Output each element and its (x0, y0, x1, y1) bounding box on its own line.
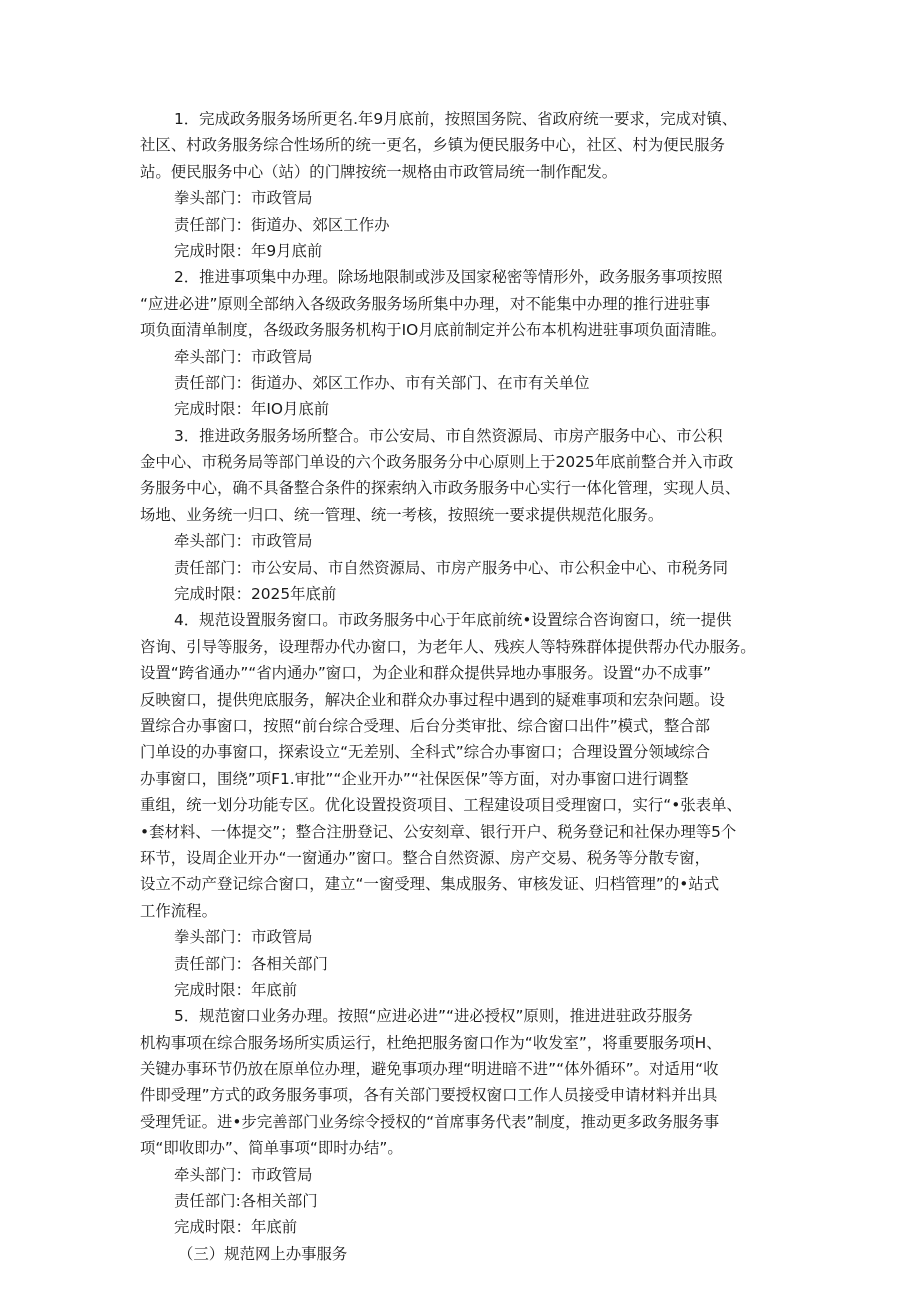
paragraph-line: 件即受理”方式的政务服务事项，各有关部门要授权窗口工作人员接受申请材料并出具 (140, 1086, 718, 1105)
paragraph-line: 咨询、引导等服务，设理帮办代办窗口，为老年人、残疾人等特殊群体提供帮办代办服务。 (140, 637, 756, 656)
responsible-department: 责任部门:各相关部门 (174, 1192, 318, 1211)
paragraph-line: 环节，设周企业开办“一窗通办”窗口。整合自然资源、房产交易、税务等分散专窗， (140, 848, 711, 867)
paragraph-line: 务服务中心，确不具备整合条件的探索纳入市政务服务中心实行一体化管理，实现人员、 (140, 479, 741, 498)
paragraph-line: 社区、村政务服务综合性场所的统一更名，乡镇为便民服务中心，社区、村为便民服务 (140, 136, 725, 155)
deadline: 完成时限：年IO月底前 (174, 400, 330, 419)
responsible-department: 责任部门：街道办、郊区工作办、市有关部门、在市有关单位 (174, 373, 590, 392)
lead-department: 牵头部门：市政管局 (174, 1165, 313, 1184)
paragraph-line: •套材料、一体提交”；整合注册登记、公安刻章、银行开户、税务登记和社保办理等5个 (140, 822, 737, 841)
responsible-department: 责任部门：街道办、郊区工作办 (174, 215, 390, 234)
responsible-department: 责任部门：市公安局、市自然资源局、市房产服务中心、市公积金中心、市税务同 (174, 558, 729, 577)
paragraph-line: 项负面清单制度，各级政务服务机构于IO月底前制定并公布本机构进驻事项负面清睢。 (140, 321, 727, 340)
lead-department: 拳头部门：市政管局 (174, 928, 313, 947)
deadline: 完成时限：年底前 (174, 1218, 298, 1237)
paragraph-line: 3．推进政务服务场所整合。市公安局、市自然资源局、市房产服务中心、市公积 (174, 426, 723, 445)
section-heading: （三）规范网上办事服务 (178, 1244, 348, 1263)
paragraph-line: “应进必进”原则全部纳入各级政务服务场所集中办理，对不能集中办理的推行进驻事 (140, 294, 711, 313)
paragraph-line: 受理凭证。进•步完善部门业务综令授权的“首席事务代表”制度，推动更多政务服务事 (140, 1112, 720, 1131)
paragraph-line: 重组，统一划分功能专区。优化设置投资项目、工程建设项目受理窗口，实行“•张表单、 (140, 796, 742, 815)
paragraph-line: 设立不动产登记综合窗口，建立“一窗受理、集成服务、审核发证、归档管理”的•站式 (140, 875, 720, 894)
task-item-5 (140, 1003, 788, 1241)
paragraph-line: 关键办事环节仍放在原单位办理，避免事项办理“明进暗不进”“体外循环”。对适用“收 (140, 1060, 719, 1079)
responsible-department: 责任部门：各相关部门 (174, 954, 328, 973)
lead-department: 牵头部门：市政管局 (174, 532, 313, 551)
paragraph-line: 机构事项在综合服务场所实质运行，杜绝把服务窗口作为“收发室”，将重要服务项H、 (140, 1033, 722, 1052)
paragraph-line: 4．规范设置服务窗口。市政务服务中心于年底前统•设置综合咨询窗口，统一提供 (174, 611, 732, 630)
paragraph-line: 办事窗口，围绕”项F1.审批”“企业开办”“社保医保”等方面，对办事窗口进行调整 (140, 769, 689, 788)
lead-department: 拳头部门：市政管局 (174, 189, 313, 208)
document-body (140, 106, 788, 1267)
task-item-3 (140, 423, 788, 608)
paragraph-line: 场地、业务统一归口、统一管理、统一考核，按照统一要求提供规范化服务。 (140, 505, 664, 524)
paragraph-line: 5．规范窗口业务办理。按照“应进必进”“进必授权”原则，推进进驻政芬服务 (174, 1007, 693, 1026)
paragraph-line: 站。便民服务中心（站）的门牌按统一规格由市政管局统一制作配发。 (140, 162, 618, 181)
paragraph-line: 置综合办事窗口，按照“前台综合受理、后台分类审批、综合窗口出件”模式，整合部 (140, 716, 711, 735)
deadline: 完成时限：2025年底前 (174, 585, 337, 604)
paragraph-line: 1．完成政务服务场所更名.年9月底前，按照国务院、省政府统一要求，完成对镇、 (174, 110, 738, 128)
paragraph-line: 金中心、市税务局等部门单设的六个政务服务分中心原则上于2025年底前整合并入市政 (140, 453, 734, 472)
paragraph-line: 项“即收即办”、简单事项“即时办结”。 (140, 1139, 403, 1158)
paragraph-line: 2．推进事项集中办理。除场地限制或涉及国家秘密等情形外，政务服务事项按照 (174, 268, 723, 287)
paragraph-line: 设置“跨省通办”“省内通办”窗口，为企业和群众提供异地办事服务。设置“办不成事” (140, 664, 712, 683)
paragraph-line: 工作流程。 (140, 901, 217, 920)
lead-department: 牵头部门：市政管局 (174, 347, 313, 366)
deadline: 完成时限：年9月底前 (174, 241, 323, 260)
paragraph-line: 反映窗口，提供兜底服务，解决企业和群众办事过程中遇到的疑难事项和宏杂问题。设 (140, 690, 725, 709)
task-item-1 (140, 106, 788, 264)
task-item-2 (140, 264, 788, 422)
deadline: 完成时限：年底前 (174, 980, 298, 999)
task-item-4 (140, 607, 788, 1003)
paragraph-line: 门单设的办事窗口，探索设立“无差别、全科式”综合办事窗口；合理设置分领域综合 (140, 743, 711, 762)
